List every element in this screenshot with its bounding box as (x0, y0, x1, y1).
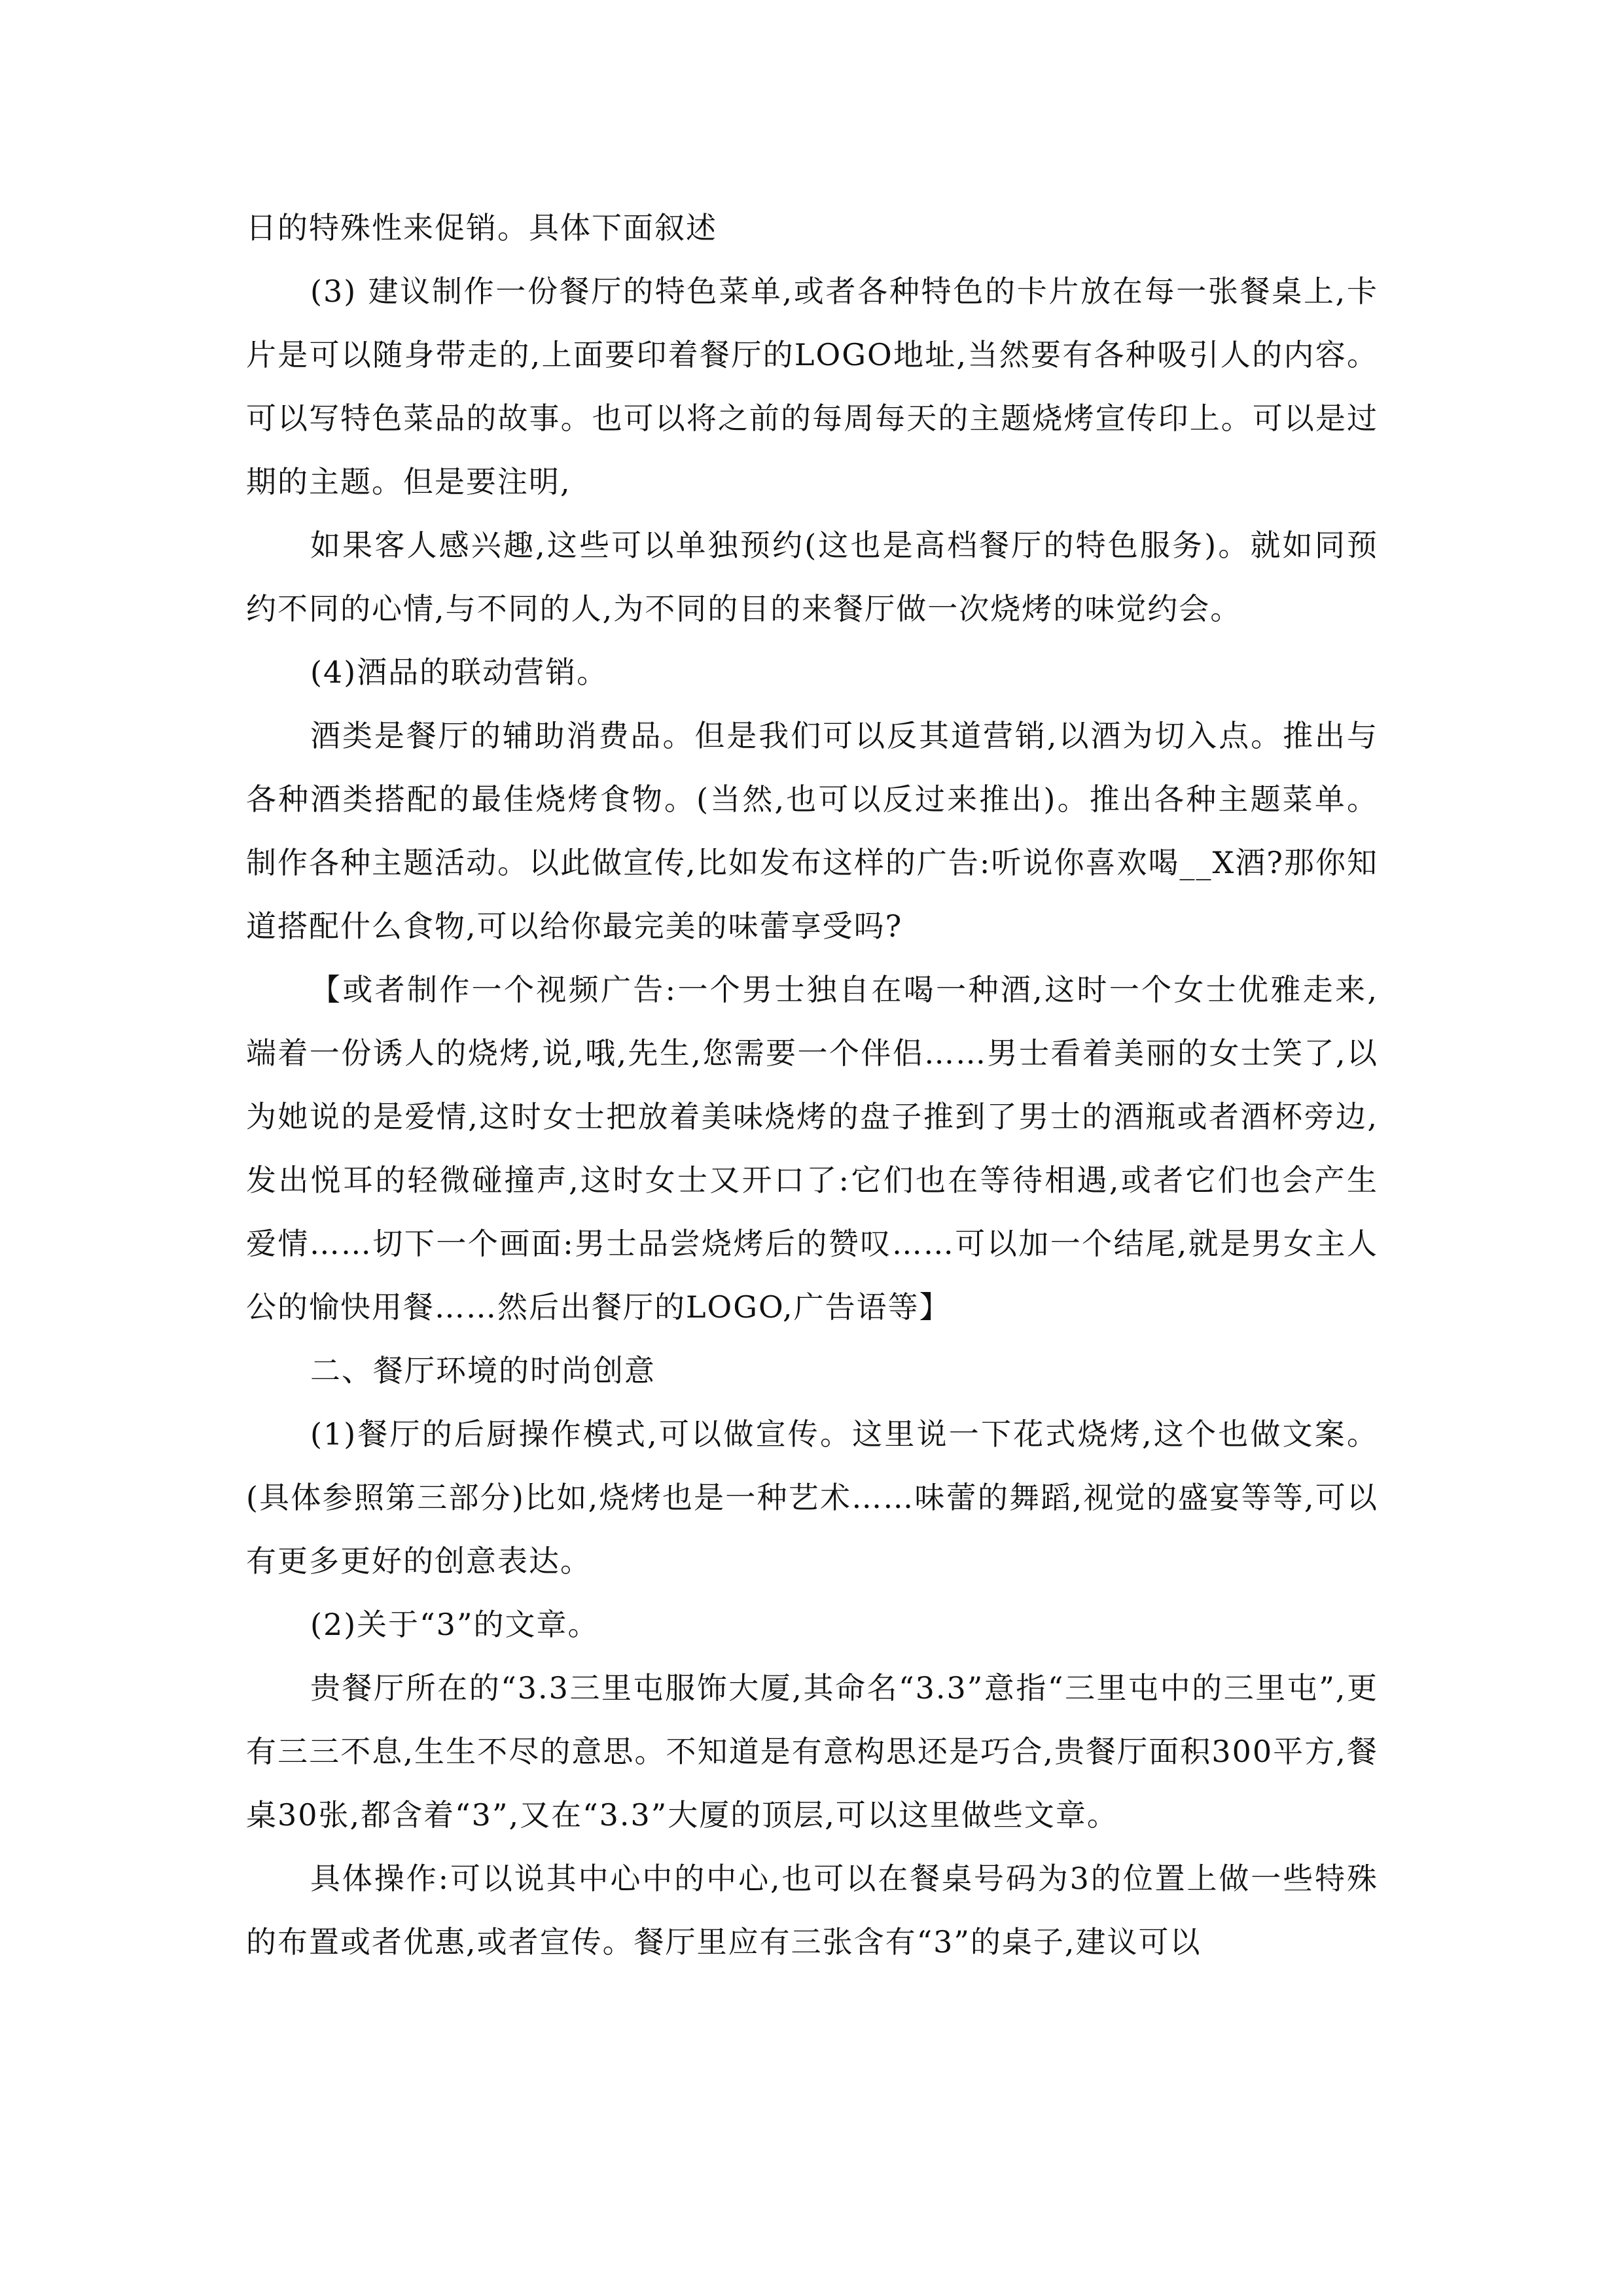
paragraph-video-ad: 【或者制作一个视频广告:一个男士独自在喝一种酒,这时一个女士优雅走来,端着一份诱人的烧烤,说,哦,先生,您需要一个伴侣……男士看着美丽的女士笑了,以为她说的是爱情,这时女士把放着美味烧烤的盘子推到了男士的酒瓶或者酒杯旁边,发出悦耳的轻微碰撞声,这时女士又开口了:它们也在等待相遇,或者它们也会产生爱情……切下一个画面:男士品尝烧烤后的赞叹……可以加一个结尾,就是男女主人公的愉快用餐……然后出餐厅的LOGO,广告语等】 (246, 972, 1378, 1325)
paragraph-operation: 具体操作:可以说其中心中的中心,也可以在餐桌号码为3的位置上做一些特殊的布置或者优惠,或者宣传。餐厅里应有三张含有“3”的桌子,建议可以 (246, 1861, 1378, 1960)
paragraph-promotion-intro: 日的特殊性来促销。具体下面叙述 (246, 210, 717, 245)
paragraph-wine-heading: (4)酒品的联动营销。 (310, 655, 609, 690)
paragraph-reservation: 如果客人感兴趣,这些可以单独预约(这也是高档餐厅的特色服务)。就如同预约不同的心情,与不同的人,为不同的目的来餐厅做一次烧烤的味觉约会。 (246, 528, 1378, 626)
paragraph-kitchen-mode: (1)餐厅的后厨操作模式,可以做宣传。这里说一下花式烧烤,这个也做文案。(具体参照第三部分)比如,烧烤也是一种艺术……味蕾的舞蹈,视觉的盛宴等等,可以有更多更好的创意表达。 (246, 1416, 1378, 1579)
section-heading-environment: 二、餐厅环境的时尚创意 (310, 1353, 656, 1388)
paragraph-special-menu: (3) 建议制作一份餐厅的特色菜单,或者各种特色的卡片放在每一张餐桌上,卡片是可以随身带走的,上面要印着餐厅的LOGO地址,当然要有各种吸引人的内容。可以写特色菜品的故事。也可以将之前的每周每天的主题烧烤宣传印上。可以是过期的主题。但是要注明, (246, 274, 1378, 499)
paragraph-three-heading: (2)关于“3”的文章。 (310, 1607, 599, 1642)
document-page (246, 196, 1378, 1974)
paragraph-three-meaning: 贵餐厅所在的“3.3三里屯服饰大厦,其命名“3.3”意指“三里屯中的三里屯”,更有三三不息,生生不尽的意思。不知道是有意构思还是巧合,贵餐厅面积300平方,餐桌30张,都含着“3”,又在“3.3”大厦的顶层,可以这里做些文章。 (246, 1670, 1378, 1833)
paragraph-wine-marketing: 酒类是餐厅的辅助消费品。但是我们可以反其道营销,以酒为切入点。推出与各种酒类搭配的最佳烧烤食物。(当然,也可以反过来推出)。推出各种主题菜单。制作各种主题活动。以此做宣传,比如发布这样的广告:听说你喜欢喝__X酒?那你知道搭配什么食物,可以给你最完美的味蕾享受吗? (246, 718, 1378, 944)
